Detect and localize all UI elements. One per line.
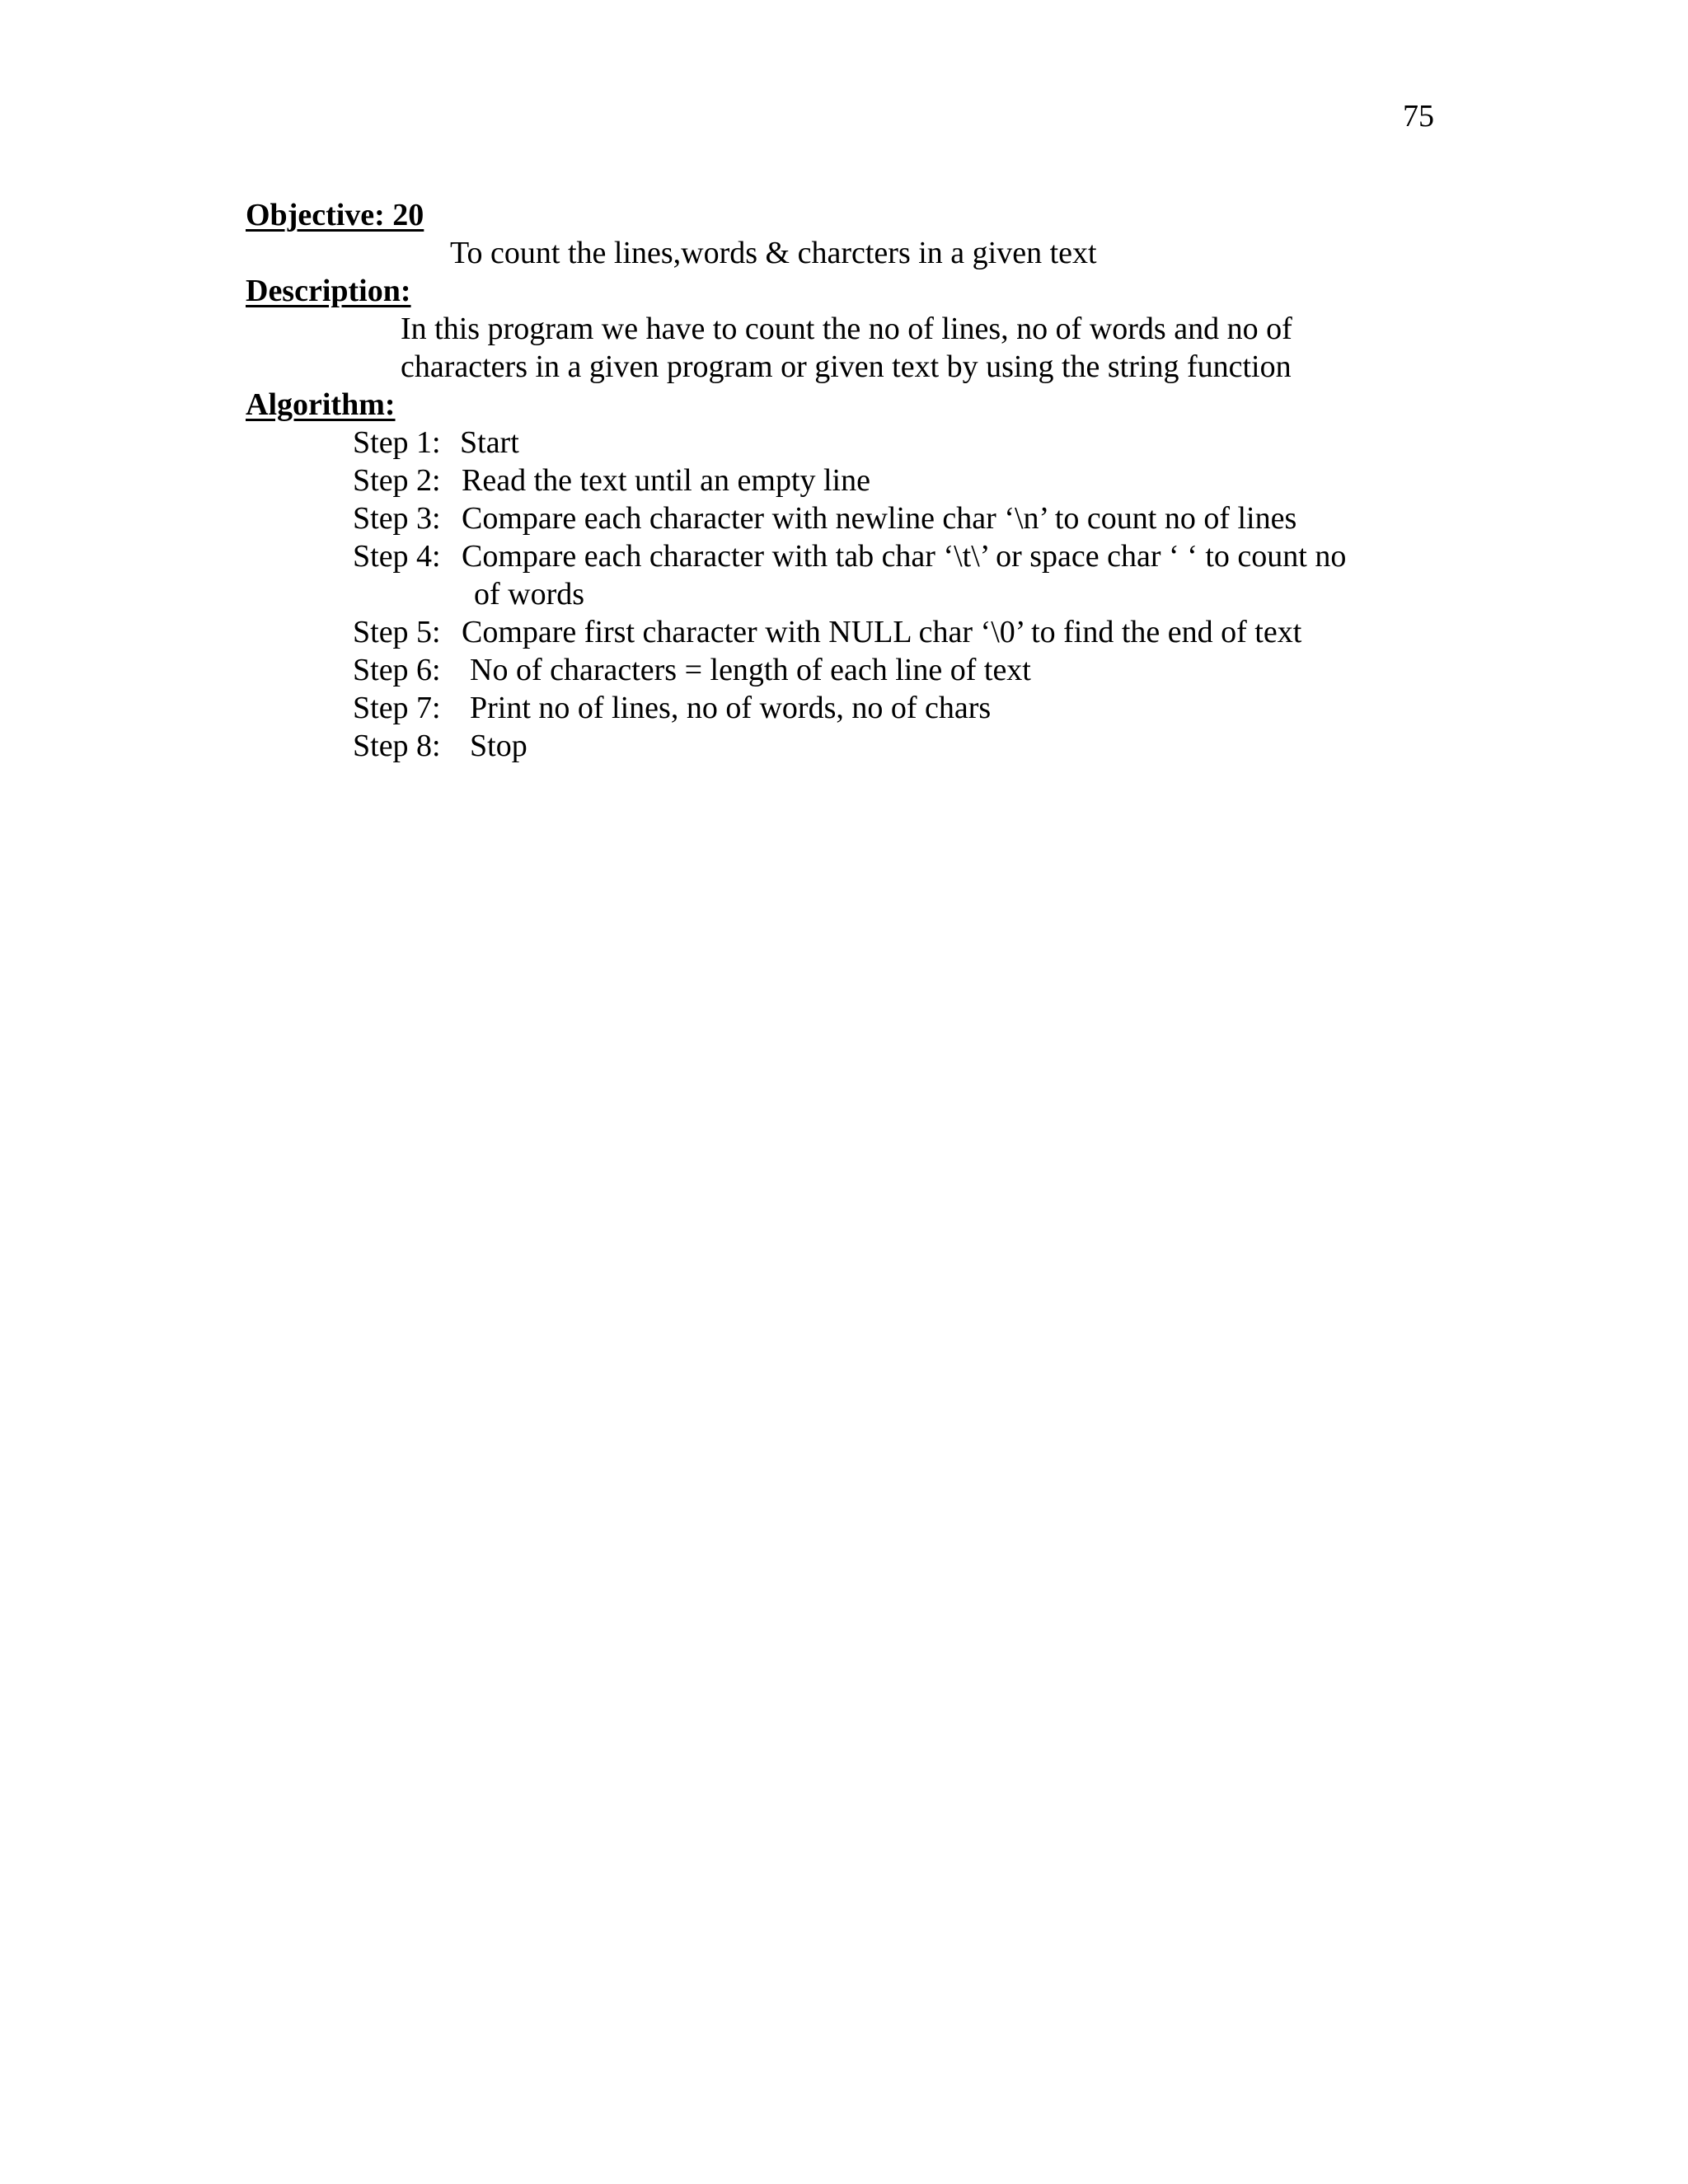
description-text [246, 310, 1482, 386]
step-text: Compare each character with newline char ‘\n’ to count no of lines [462, 501, 1297, 536]
page-number: 75 [1403, 99, 1434, 134]
algorithm-step [353, 537, 1482, 575]
step-label: Step 5: [353, 615, 441, 649]
algorithm-steps [246, 424, 1482, 765]
step-label: Step 1: [353, 425, 441, 460]
algorithm-step [353, 689, 1482, 727]
objective-section [246, 196, 1482, 272]
document-body [246, 196, 1482, 765]
algorithm-heading: Algorithm: [246, 387, 396, 422]
objective-text: To count the lines,words & charcters in a given text [450, 236, 1097, 270]
description-heading: Description: [246, 274, 411, 308]
description-section [246, 272, 1482, 386]
step-label: Step 6: [353, 653, 441, 687]
step-label: Step 7: [353, 691, 441, 725]
algorithm-section [246, 386, 1482, 765]
step-label: Step 4: [353, 539, 441, 574]
step-text: Compare first character with NULL char ‘\0’ to find the end of text [462, 615, 1302, 649]
step-text: Compare each character with tab char ‘\t\’ or space char ‘ ‘ to count no [462, 539, 1347, 574]
step-continuation: of words [474, 577, 585, 612]
step-label: Step 8: [353, 729, 441, 763]
algorithm-step [353, 424, 1482, 462]
algorithm-step [353, 499, 1482, 537]
step-label: Step 2: [353, 463, 441, 498]
algorithm-step [353, 613, 1482, 651]
objective-heading: Objective: 20 [246, 198, 424, 232]
description-line: In this program we have to count the no of lines, no of words and no of [401, 312, 1292, 346]
step-text: Print no of lines, no of words, no of chars [470, 691, 992, 725]
step-label: Step 3: [353, 501, 441, 536]
step-text: Start [460, 425, 519, 460]
step-text: No of characters = length of each line of text [470, 653, 1031, 687]
algorithm-step [353, 727, 1482, 765]
description-line: characters in a given program or given text by using the string function [401, 349, 1292, 384]
step-text: Read the text until an empty line [462, 463, 870, 498]
algorithm-step [353, 651, 1482, 689]
step-text: Stop [470, 729, 528, 763]
algorithm-step [353, 462, 1482, 499]
